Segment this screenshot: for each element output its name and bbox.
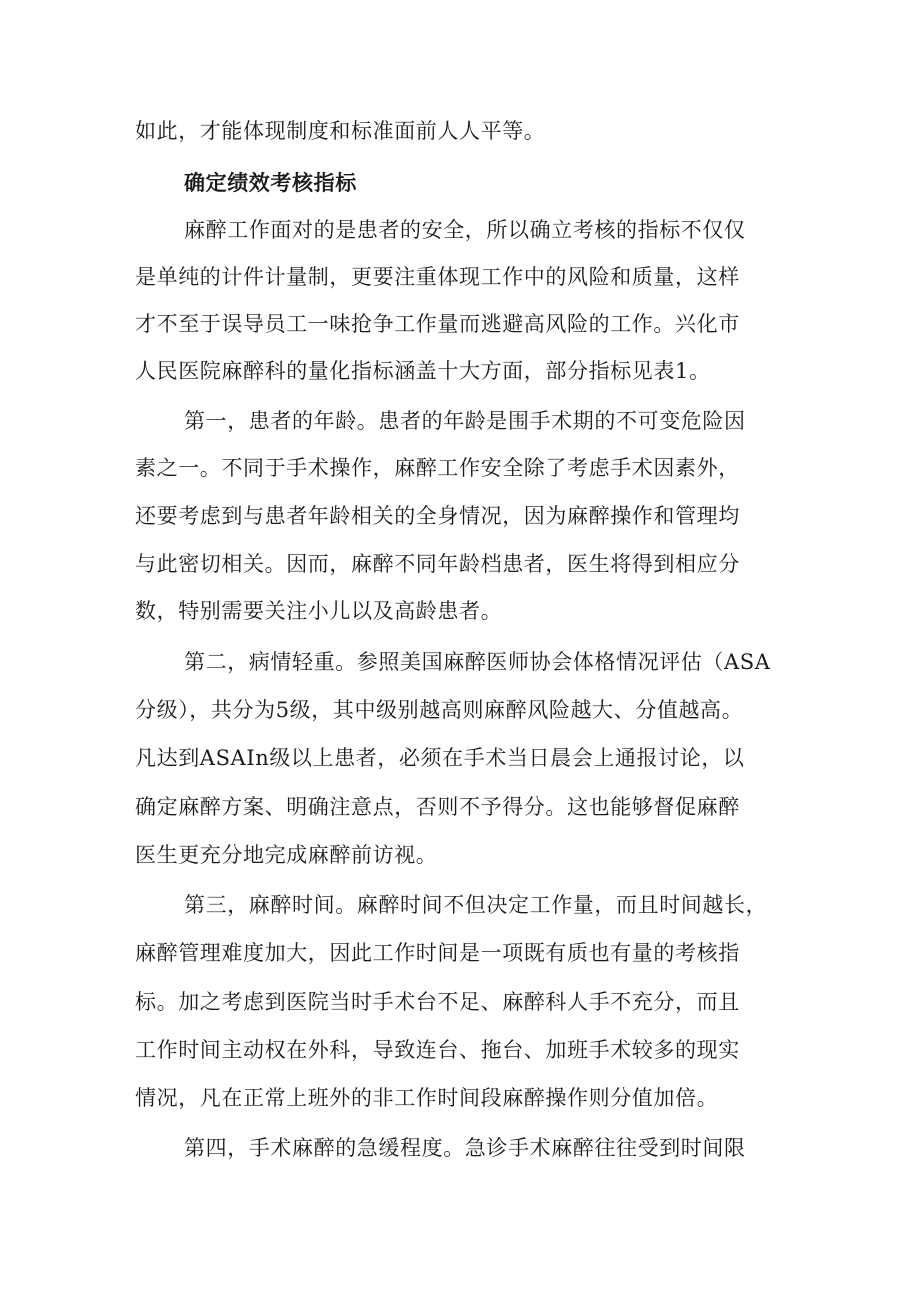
text-line: 确定麻醉方案、明确注意点，否则不予得分。这也能够督促麻醉 xyxy=(135,795,740,819)
text-line: 麻醉工作面对的是患者的安全，所以确立考核的指标不仅仅 xyxy=(184,218,746,242)
text-line: 数，特别需要关注小儿以及高龄患者。 xyxy=(135,599,503,623)
text-line: 是单纯的计件计量制，更要注重体现工作中的风险和质量，这样 xyxy=(135,265,740,289)
text-line: 素之一。不同于手术操作，麻醉工作安全除了考虑手术因素外， xyxy=(135,456,740,480)
text-line: 还要考虑到与患者年龄相关的全身情况，因为麻醉操作和管理均 xyxy=(135,504,740,528)
text-line: 凡达到ASAIn级以上患者，必须在手术当日晨会上通报讨论，以 xyxy=(135,746,745,770)
text-line: 情况，凡在正常上班外的非工作时间段麻醉操作则分值加倍。 xyxy=(135,1086,719,1110)
text-line: 工作时间主动权在外科，导致连台、拖台、加班手术较多的现实 xyxy=(135,1038,740,1062)
text-line: 医生更充分地完成麻醉前访视。 xyxy=(135,843,438,867)
text-line: 第二，病情轻重。参照美国麻醉医师协会体格情况评估（ASA xyxy=(184,650,771,674)
text-line: 如此，才能体现制度和标准面前人人平等。 xyxy=(135,119,546,143)
text-line: 第四，手术麻醉的急缓程度。急诊手术麻醉往往受到时间限 xyxy=(184,1136,746,1160)
text-line: 人民医院麻醉科的量化指标涵盖十大方面，部分指标见表1。 xyxy=(135,359,711,383)
text-line: 标。加之考虑到医院当时手术台不足、麻醉科人手不充分，而且 xyxy=(135,990,740,1014)
text-line: 第一，患者的年龄。患者的年龄是围手术期的不可变危险因 xyxy=(184,409,746,433)
text-line: 才不至于误导员工一味抢争工作量而逃避高风险的工作。兴化市 xyxy=(135,312,740,336)
text-line: 麻醉管理难度加大，因此工作时间是一项既有质也有量的考核指 xyxy=(135,941,740,965)
text-line: 第三，麻醉时间。麻醉时间不但决定工作量，而且时间越长， xyxy=(184,893,768,917)
text-line: 分级），共分为5级，其中级别越高则麻醉风险越大、分值越高。 xyxy=(135,698,744,722)
text-line: 与此密切相关。因而，麻醉不同年龄档患者，医生将得到相应分 xyxy=(135,552,740,576)
section-heading: 确定绩效考核指标 xyxy=(184,170,357,195)
